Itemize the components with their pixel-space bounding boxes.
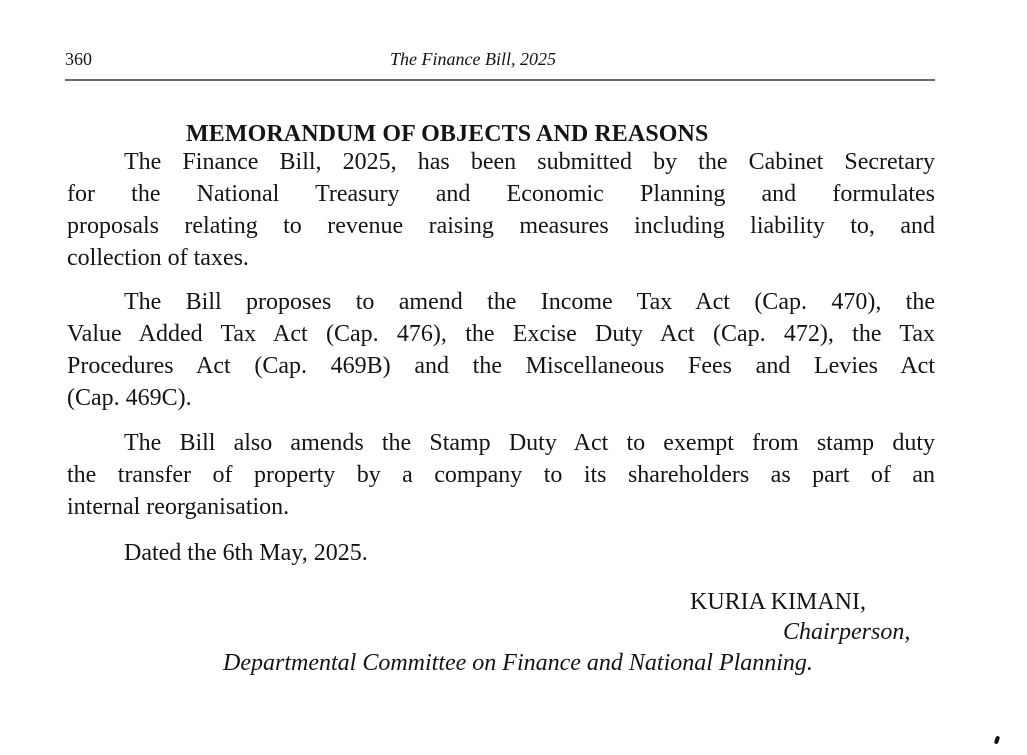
scan-speck [994,736,1000,745]
paragraph-2-line-1: The Bill proposes to amend the Income Tax Act (Cap. 470), the [124,289,935,315]
committee-name: Departmental Committee on Finance and National Planning. [223,650,813,676]
signatory-title: Chairperson, [783,619,911,645]
paragraph-1-line-3: proposals relating to revenue raising measures including liability to, and [67,213,935,239]
paragraph-3-line-2: the transfer of property by a company to its shareholders as part of an [67,462,935,488]
paragraph-1-line-4: collection of taxes. [67,245,249,271]
paragraph-1-line-2: for the National Treasury and Economic Planning and formulates [67,181,935,207]
page-number: 360 [65,49,92,69]
header-rule [65,79,935,81]
paragraph-1-line-1: The Finance Bill, 2025, has been submitted by the Cabinet Secretary [124,149,935,175]
paragraph-2-line-4: (Cap. 469C). [67,385,192,411]
running-title: The Finance Bill, 2025 [390,49,556,69]
paragraph-2-line-3: Procedures Act (Cap. 469B) and the Miscellaneous Fees and Levies Act [67,353,935,379]
dated-line: Dated the 6th May, 2025. [124,540,368,566]
paragraph-3-line-3: internal reorganisation. [67,494,290,520]
signatory-name: KURIA KIMANI, [690,589,866,615]
paragraph-3-line-1: The Bill also amends the Stamp Duty Act to exempt from stamp duty [124,430,935,456]
paragraph-2-line-2: Value Added Tax Act (Cap. 476), the Excise Duty Act (Cap. 472), the Tax [67,321,935,347]
memorandum-heading: MEMORANDUM OF OBJECTS AND REASONS [186,121,709,148]
